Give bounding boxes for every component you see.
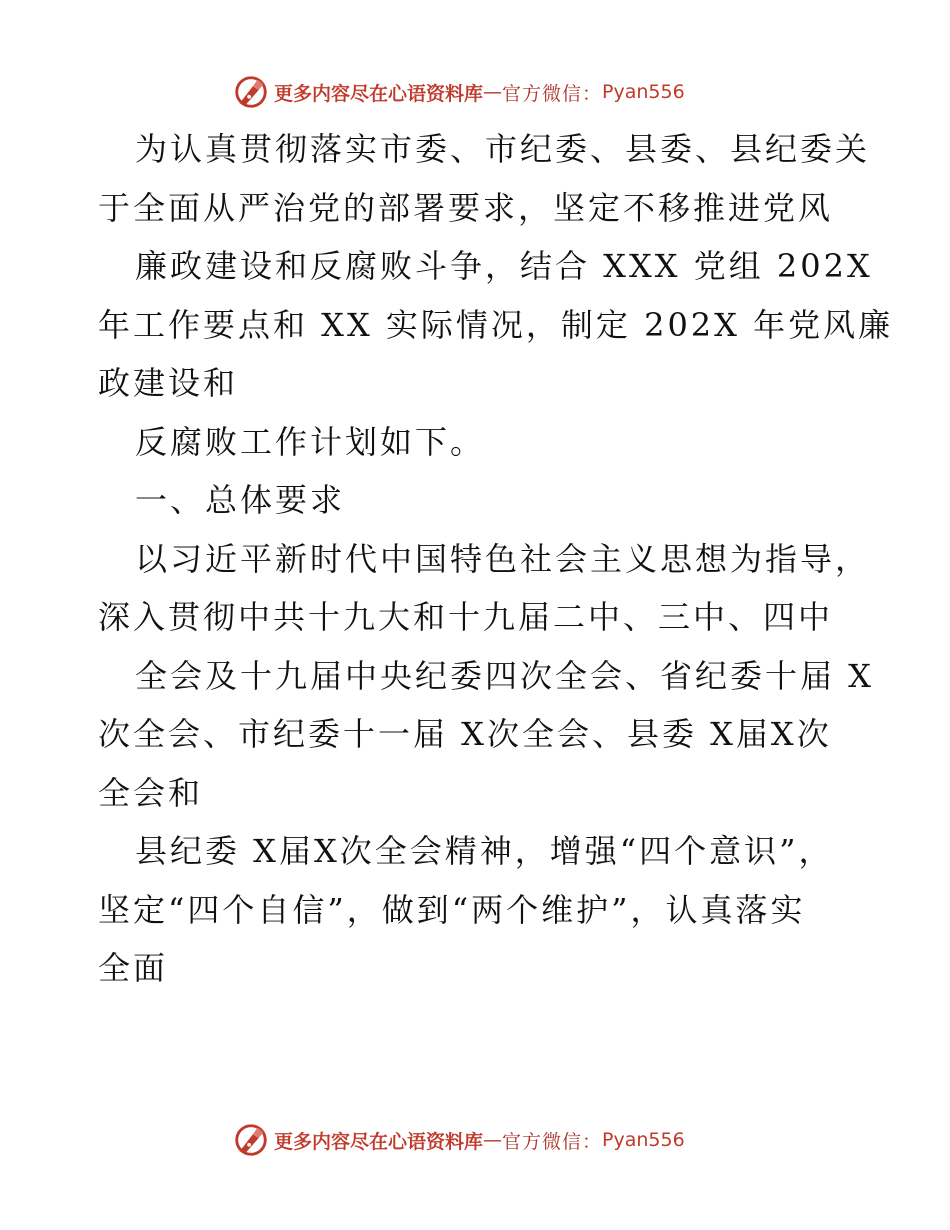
text-line: 廉政建设和反腐败斗争，结合 XXX 党组 202X — [135, 247, 873, 285]
banner-separator: — — [483, 1129, 503, 1151]
banner-wechat-label: 官方微信： — [502, 82, 603, 105]
header-watermark-banner — [232, 72, 685, 112]
text-line: 全会及十九届中央纪委四次全会、省纪委十届 X — [135, 656, 874, 695]
text-line: 深入贯彻中共十九大和十九届二中、三中、四中 — [98, 598, 834, 636]
banner-site-name: 更多内容尽在心语资料库 — [274, 82, 484, 105]
text-line: 于全面从严治党的部署要求，坚定不移推进党风 — [98, 188, 834, 227]
banner-site-name: 更多内容尽在心语资料库 — [274, 1130, 484, 1153]
document-body — [98, 120, 894, 998]
pen-nib-circle-icon — [232, 73, 270, 111]
footer-watermark-banner — [232, 1120, 685, 1160]
text-line: 以习近平新时代中国特色社会主义思想为指导， — [135, 539, 871, 578]
banner-separator: — — [483, 81, 503, 103]
text-line: 县纪委 X届X次全会精神，增强“四个意识”， — [135, 832, 834, 870]
text-line: 全面 — [98, 949, 169, 987]
banner-wechat-label: 官方微信： — [502, 1130, 603, 1153]
section-heading: 一、总体要求 — [135, 481, 346, 519]
text-line: 坚定“四个自信”，做到“两个维护”，认真落实 — [98, 890, 806, 929]
banner-wechat-handle: Pyan556 — [602, 81, 685, 103]
text-line: 反腐败工作计划如下。 — [135, 422, 486, 461]
text-line: 政建设和 — [98, 364, 239, 402]
text-line: 全会和 — [98, 773, 204, 812]
banner-wechat-handle: Pyan556 — [602, 1129, 685, 1151]
text-line: 为认真贯彻落实市委、市纪委、县委、县纪委关 — [135, 130, 871, 168]
text-line: 次全会、市纪委十一届 X次全会、县委 X届X次 — [98, 715, 832, 753]
text-line: 年工作要点和 XX 实际情况，制定 202X 年党风廉 — [98, 305, 894, 344]
pen-nib-circle-icon — [232, 1121, 270, 1159]
